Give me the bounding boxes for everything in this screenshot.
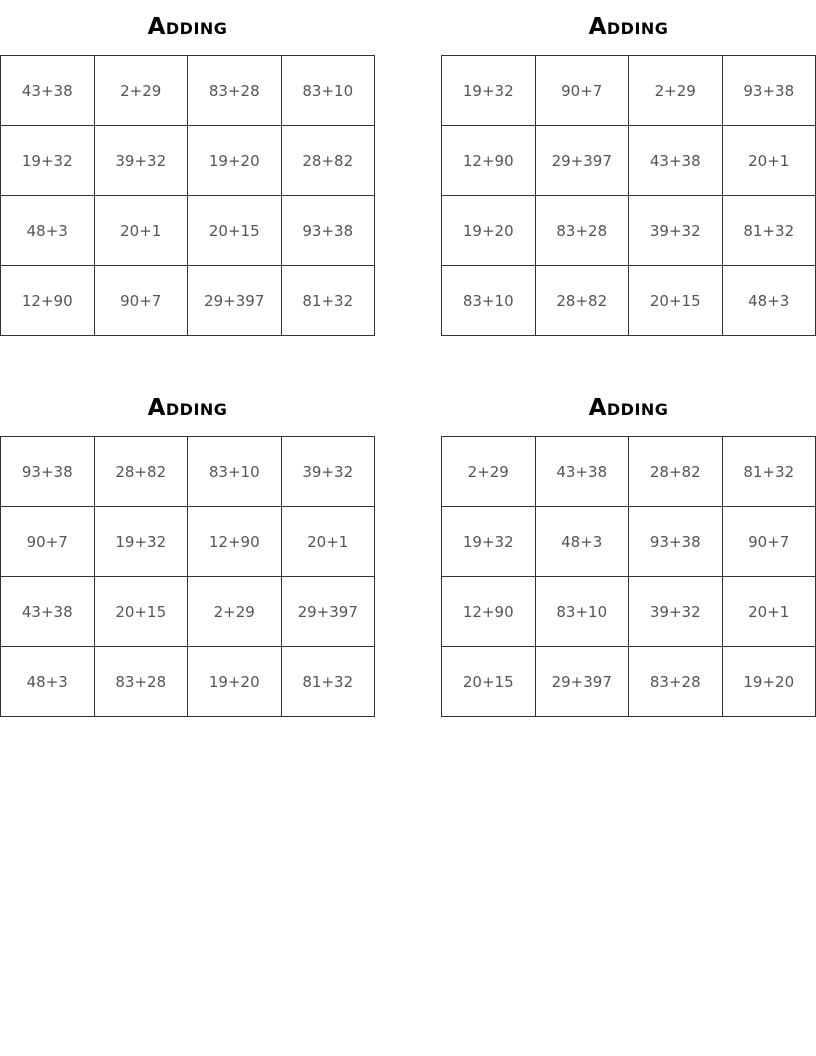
grid-cell: 19+32 (94, 507, 188, 577)
grid-row (1, 647, 375, 717)
grid-cell: 20+15 (442, 647, 536, 717)
card-title: Adding (588, 14, 669, 40)
grid-row (1, 196, 375, 266)
grid-cell: 2+29 (629, 56, 723, 126)
bingo-card-1 (0, 0, 375, 336)
grid-cell: 83+10 (188, 437, 282, 507)
card-title: Adding (147, 395, 228, 421)
grid-cell: 29+397 (281, 577, 375, 647)
grid-cell: 90+7 (94, 266, 188, 336)
grid-cell: 93+38 (1, 437, 95, 507)
grid-row (1, 437, 375, 507)
grid-cell: 20+1 (722, 577, 816, 647)
grid-cell: 2+29 (188, 577, 282, 647)
grid-cell: 43+38 (1, 577, 95, 647)
grid-cell: 83+28 (535, 196, 629, 266)
grid-cell: 90+7 (722, 507, 816, 577)
grid-cell: 20+15 (629, 266, 723, 336)
grid-cell: 93+38 (722, 56, 816, 126)
grid-cell: 48+3 (722, 266, 816, 336)
bingo-grid (441, 55, 816, 336)
grid-row (442, 577, 816, 647)
grid-cell: 83+10 (281, 56, 375, 126)
grid-cell: 48+3 (535, 507, 629, 577)
grid-row (1, 266, 375, 336)
grid-cell: 19+32 (442, 507, 536, 577)
grid-cell: 19+20 (442, 196, 536, 266)
grid-cell: 81+32 (722, 196, 816, 266)
grid-row (1, 56, 375, 126)
grid-cell: 19+32 (442, 56, 536, 126)
grid-cell: 29+397 (535, 126, 629, 196)
grid-cell: 81+32 (722, 437, 816, 507)
grid-cell: 19+20 (188, 647, 282, 717)
bingo-grid (0, 436, 375, 717)
grid-cell: 90+7 (535, 56, 629, 126)
grid-cell: 83+28 (94, 647, 188, 717)
grid-row (442, 56, 816, 126)
grid-cell: 19+20 (188, 126, 282, 196)
grid-cell: 12+90 (442, 126, 536, 196)
grid-cell: 12+90 (188, 507, 282, 577)
grid-cell: 93+38 (629, 507, 723, 577)
grid-row (442, 196, 816, 266)
grid-cell: 43+38 (535, 437, 629, 507)
grid-cell: 48+3 (1, 196, 95, 266)
grid-cell: 39+32 (629, 196, 723, 266)
grid-cell: 20+1 (722, 126, 816, 196)
bingo-card-4 (441, 381, 816, 717)
bingo-grid (441, 436, 816, 717)
bingo-card-3 (0, 381, 375, 717)
card-title: Adding (147, 14, 228, 40)
grid-cell: 2+29 (442, 437, 536, 507)
card-title: Adding (588, 395, 669, 421)
grid-row (1, 577, 375, 647)
grid-row (1, 507, 375, 577)
grid-row (442, 437, 816, 507)
grid-cell: 43+38 (1, 56, 95, 126)
grid-cell: 20+15 (94, 577, 188, 647)
grid-row (442, 266, 816, 336)
grid-cell: 28+82 (535, 266, 629, 336)
grid-cell: 48+3 (1, 647, 95, 717)
grid-cell: 29+397 (535, 647, 629, 717)
grid-cell: 81+32 (281, 266, 375, 336)
grid-cell: 90+7 (1, 507, 95, 577)
grid-row (442, 507, 816, 577)
bingo-grid (0, 55, 375, 336)
grid-cell: 83+10 (535, 577, 629, 647)
grid-cell: 12+90 (1, 266, 95, 336)
grid-cell: 20+1 (281, 507, 375, 577)
grid-cell: 81+32 (281, 647, 375, 717)
grid-cell: 12+90 (442, 577, 536, 647)
grid-cell: 20+1 (94, 196, 188, 266)
grid-cell: 2+29 (94, 56, 188, 126)
grid-cell: 83+28 (188, 56, 282, 126)
grid-cell: 39+32 (281, 437, 375, 507)
grid-cell: 93+38 (281, 196, 375, 266)
grid-cell: 28+82 (629, 437, 723, 507)
grid-cell: 28+82 (281, 126, 375, 196)
bingo-card-2 (441, 0, 816, 336)
grid-cell: 39+32 (629, 577, 723, 647)
grid-row (442, 126, 816, 196)
grid-cell: 43+38 (629, 126, 723, 196)
grid-cell: 28+82 (94, 437, 188, 507)
grid-row (1, 126, 375, 196)
grid-cell: 19+32 (1, 126, 95, 196)
grid-row (442, 647, 816, 717)
grid-cell: 19+20 (722, 647, 816, 717)
grid-cell: 83+10 (442, 266, 536, 336)
grid-cell: 39+32 (94, 126, 188, 196)
grid-cell: 20+15 (188, 196, 282, 266)
grid-cell: 29+397 (188, 266, 282, 336)
grid-cell: 83+28 (629, 647, 723, 717)
